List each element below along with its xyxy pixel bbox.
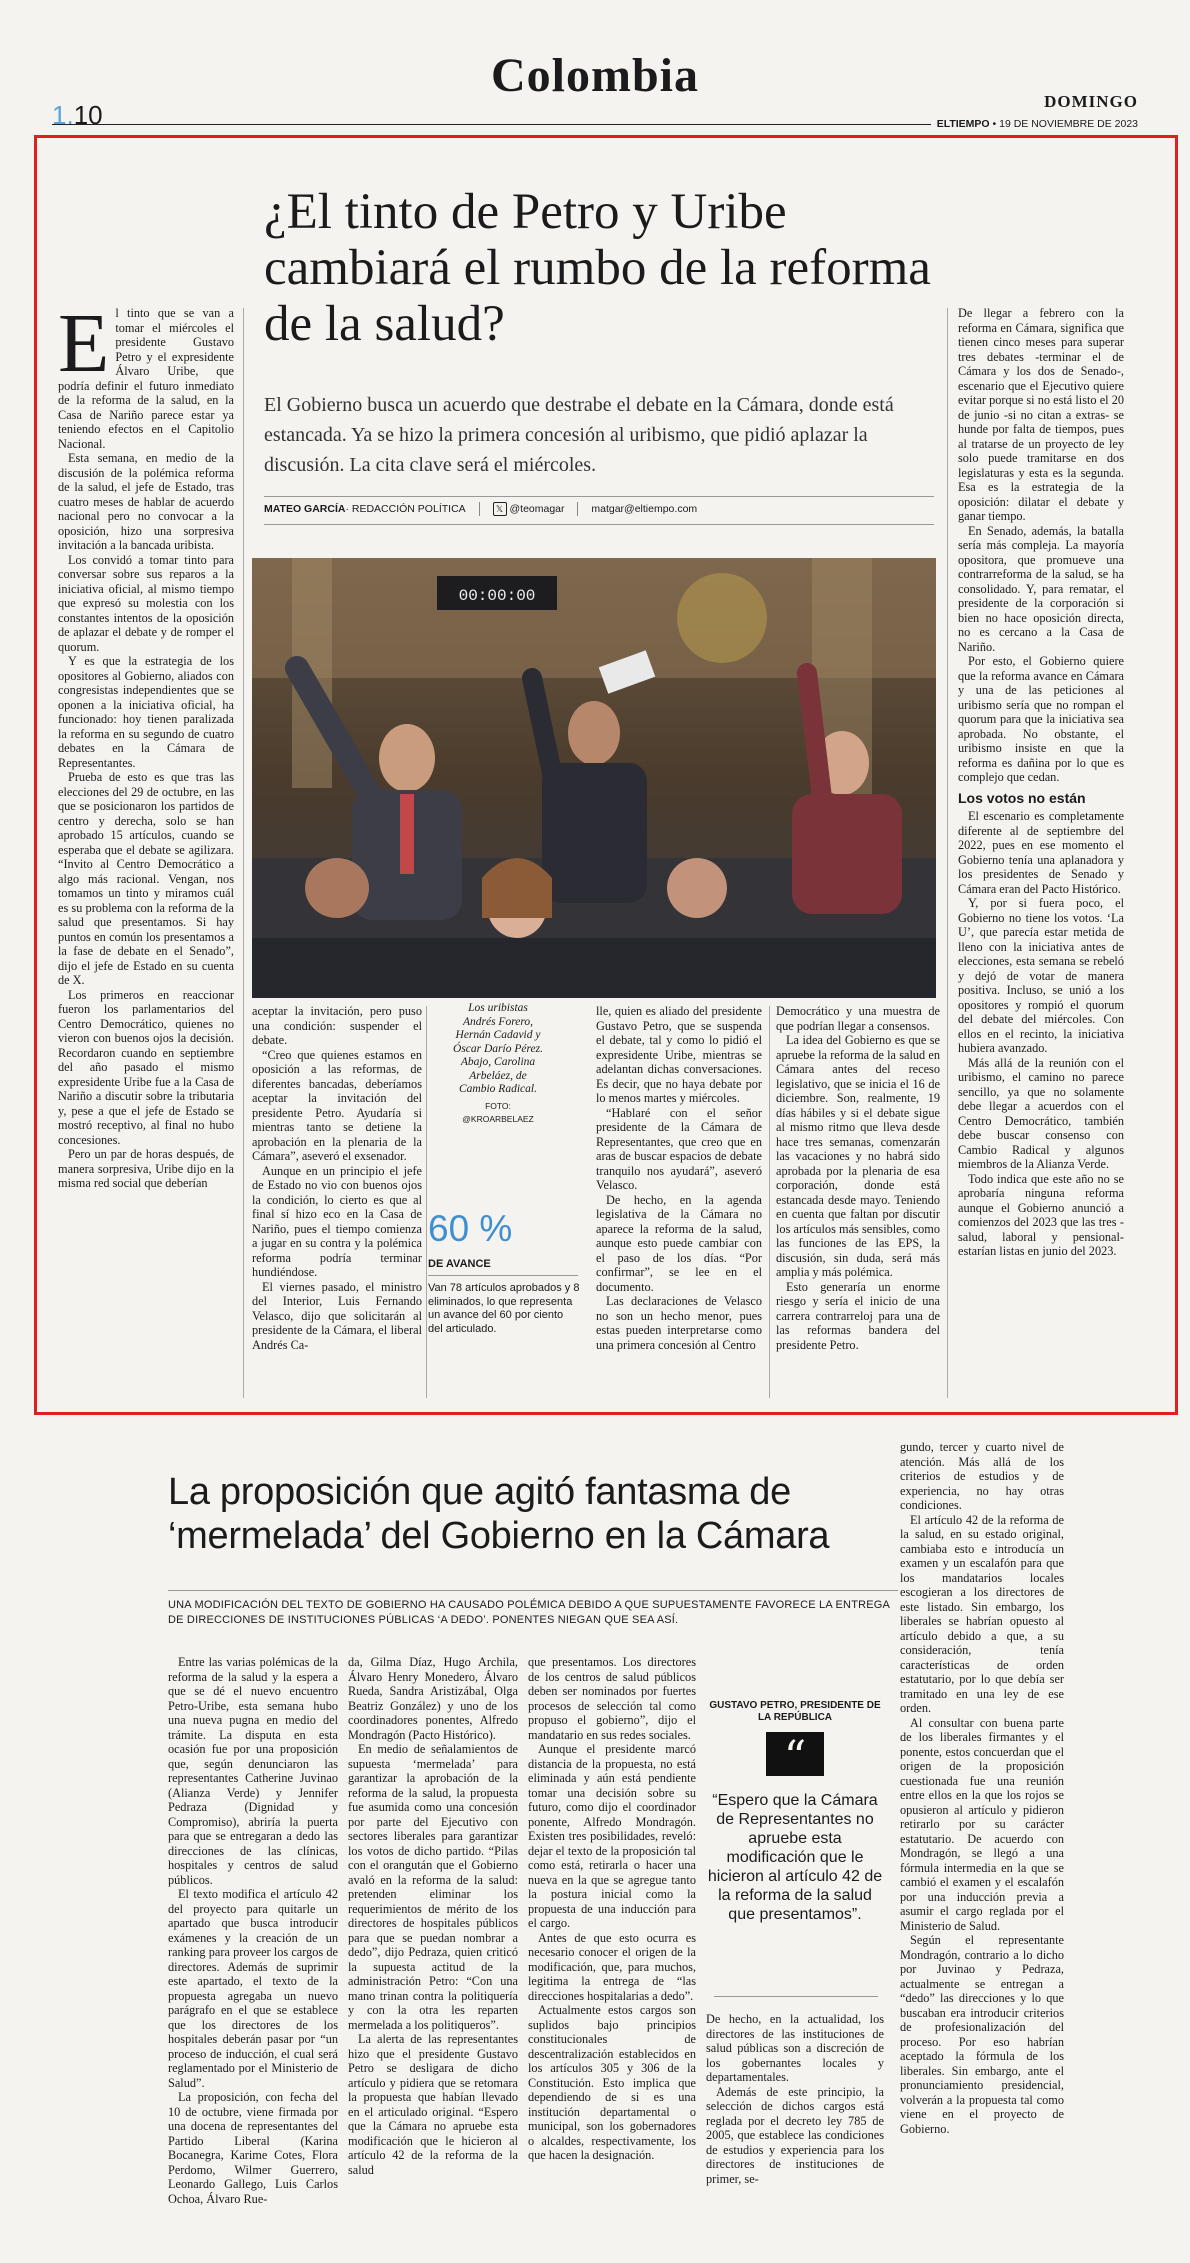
quote-speaker: GUSTAVO PETRO, PRESIDENTE DE LA REPÚBLICA	[709, 1700, 881, 1723]
byline-top-rule	[264, 496, 934, 497]
paragraph: lle, quien es aliado del presidente Gustavo Petro, que se suspenda el debate, tal y como lo pidió el expresidente Uribe, mientras se adelantan dichas conversaciones. Es decir, que no haya debate por lo menos martes y miércoles.	[596, 1004, 762, 1105]
quote-mark-icon	[766, 1732, 824, 1776]
paragraph: Más allá de la reunión con el uribismo, el camino no parece sencillo, ya que no solamente debe llegar a acuerdos con el Centro Democrático, también debe buscar consenso con Cambio Radical y algunos miembros de la Alianza Verde.	[958, 1055, 1124, 1171]
byline-unit: · REDACCIÓN POLÍTICA	[345, 503, 466, 515]
paragraph: Esta semana, en medio de la discusión de la polémica reforma de la salud, el jefe de Estado, tras cuatro meses de hablar de acuerdo nacional pero no convocar a la oposición, hizo una sorpresiva invitación a la bancada uribista.	[58, 451, 234, 552]
page-number	[52, 100, 103, 131]
quote-box	[705, 1700, 885, 1924]
paragraph: Y, por si fuera poco, el Gobierno no tiene los votos. ‘La U’, que parecía estar metida de lleno con la iniciativa antes de elecciones, esta semana se rebeló y dejó de votar de manera positiva. Incluso, se unió a los opositores y rompió el quorum del debate del miércoles. Con ellos en el recinto, la iniciativa hubiera avanzado.	[958, 896, 1124, 1055]
paragraph: que presentamos. Los directores de los centros de salud públicos deben ser nominados por fuertes procesos de selección tal como propuso el gobierno”, dijo el mandatario en sus redes sociales.	[528, 1655, 696, 1742]
paragraph: Actualmente estos cargos son suplidos bajo principios constitucionales de descentralización establecidos en los artículos 305 y 306 de la Constitución. Esto implica que dependiendo de si es una institución departamental o municipal, son los gobernadores o alcaldes, respectivamente, los que hacen la designación.	[528, 2003, 696, 2162]
stat-label: DE AVANCE	[428, 1258, 491, 1270]
paragraph: Todo indica que este año no se aprobaría ninguna reforma aunque el Gobierno anunció a comienzos del 2023 que las tres -salud, laboral y pensional- estarían listas en junio del 2023.	[958, 1171, 1124, 1258]
story2-deck: UNA MODIFICACIÓN DEL TEXTO DE GOBIERNO HA CAUSADO POLÉMICA DEBIDO A QUE SUPUESTAMENTE FAVORECE LA ENTREGA DE DIRECCIONES DE INSTITUCIONES PÚBLICAS ‘A DEDO’. PONENTES NIEGAN QUE SEA ASÍ.	[168, 1599, 890, 1626]
paragraph: Democrático y una muestra de que podrían llegar a consensos.	[776, 1004, 940, 1033]
story1-deck: El Gobierno busca un acuerdo que destrabe el debate en la Cámara, donde está estancada. Ya se hizo la primera concesión al uribismo, que pidió aplazar la discusión. La cita clave será el miércoles.	[264, 394, 894, 476]
column-divider	[947, 308, 948, 1398]
paragraph: Las declaraciones de Velasco no son un hecho menor, pues estas pueden interpretarse como una primera concesión al Centro	[596, 1294, 762, 1352]
paragraph: El artículo 42 de la reforma de la salud, en su estado original, cambiaba esto e introducía un examen y un escalafón para que los mandatarios locales escogieran a los directores de este listado. Sin embargo, los liberales se habrían opuesto al artículo debido a que, a su consideración, tenía características de orden estatutario, por lo que debía ser tramitado en una ley de ese orden.	[900, 1512, 1064, 1715]
stat-rule	[428, 1275, 578, 1276]
paragraph: Aunque el presidente marcó distancia de la propuesta, no está eliminada y aún está pendiente tomar una decisión sobre su futuro, como dijo el coordinador ponente, Alfredo Mondragón. Existen tres posibilidades, reveló: dejar el texto de la proposición tal como está, retirarla o hacer una nueva en la que se agregue tanto la postura inicial como la propuesta de una inducción para el cargo.	[528, 1742, 696, 1930]
column-divider	[243, 308, 244, 1398]
story2-col3	[528, 1655, 696, 2163]
paragraph: Entre las varias polémicas de la reforma de la salud y la espera a que se dé el nuevo encuentro Petro-Uribe, esta semana hubo una nueva pugna en medio del trámite. La disputa en esta ocasión fue por una proposición que, según denunciaron las representantes Catherine Juvinao (Alianza Verde) y Jennifer Pedraza (Dignidad y Compromiso), abriría la puerta para que se entregaran a dedo las direcciones de las clínicas, hospitales y centros de salud públicos.	[168, 1655, 338, 1887]
issue-date: 19 DE NOVIEMBRE DE 2023	[999, 118, 1138, 130]
paragraph: En Senado, además, la batalla sería más compleja. La mayoría opositora, que promueve una contrarreforma de la salud, se ha consolidado. Y, para rematar, el presidente de la corporación si bien no hace oposición directa, no es cercano a la Casa de Nariño.	[958, 523, 1124, 654]
column-divider	[426, 1006, 427, 1398]
story2-col2	[348, 1655, 518, 2177]
byline-separator	[577, 502, 578, 516]
story2-col4	[706, 2012, 884, 2186]
paragraph: El texto modifica el artículo 42 del proyecto para quitarle un apartado que busca introducir exámenes y la creación de un ranking para proveer los cargos de directores. Además de suprimir este apartado, el texto de la propuesta agregaba un nuevo parágrafo en el que se establece que los directores de los hospitales deberán pasar por “un proceso de inducción, el cual será reglamentado por el Ministerio de Salud”.	[168, 1887, 338, 2090]
paragraph: Esto generaría un enorme riesgo y sería el inicio de una carrera contrarreloj para una de las reformas bandera del presidente Petro.	[776, 1279, 940, 1352]
masthead-brand-date: ELTIEMPO • 19 DE NOVIEMBRE DE 2023	[931, 118, 1138, 130]
quote-rule	[714, 1996, 878, 1997]
byline-bottom-rule	[264, 524, 934, 525]
paragraph: da, Gilma Díaz, Hugo Archila, Álvaro Henry Monedero, Álvaro Rueda, Sandra Aristizábal, Olga Beatriz González) y uno de los coordinadores ponentes, Alfredo Mondragón (Pacto Histórico).	[348, 1655, 518, 1742]
story1-col1	[58, 297, 234, 1191]
clock-display: 00:00:00	[458, 587, 536, 605]
paragraph: Además de este principio, la selección de dichos cargos está reglada por el decreto ley 785 de 2005, que establece las condiciones de estudios y experiencia para los directores de instituciones de primer, se-	[706, 2084, 884, 2186]
paragraph: aceptar la invitación, pero puso una condición: suspender el debate.	[252, 1004, 422, 1047]
photo-illustration	[252, 558, 936, 998]
byline-author: MATEO GARCÍA	[264, 502, 346, 515]
stat-value: 60 %	[428, 1208, 513, 1249]
story2-col1	[168, 1655, 338, 2206]
paragraph: Aunque en un principio el jefe de Estado no vio con buenos ojos la condición, lo cierto es que al final sí hizo eco en la Casa de Nariño, pues el tiempo comienza a jugar en su contra y la polémica reforma podría terminar hundiéndose.	[252, 1163, 422, 1279]
photo-caption-text: Los uribistas Andrés Forero, Hernán Cadavid y Óscar Darío Pérez. Abajo, Carolina Arbeláez, de Cambio Radical.	[453, 1002, 543, 1095]
paragraph: Por esto, el Gobierno quiere que la reforma avance en Cámara y una de las peticiones al uribismo sería que no rompan el quorum para que la iniciativa sea aprobada. No obstante, el uribismo insiste en que la reforma es dañina por lo que es complejo que cedan.	[958, 654, 1124, 784]
dropcap: E	[58, 297, 110, 390]
paragraph: De hecho, en la agenda legislativa de la Cámara no aparece la reforma de la salud, aunque esto puede cambiar con el paso de los días. “Por confirmar”, se lee en el documento.	[596, 1192, 762, 1294]
paragraph: Prueba de esto es que tras las elecciones del 29 de octubre, en las que se posicionaron los partidos de centro y derecha, solo se han aprobado 15 artículos, cuando se esperaba que el debate se agilizara. “Invito al Centro Democrático a algo más racional. Vengan, nos tomamos un tinto y miramos cuál es su problema con la reforma de la salud que presentamos. Si hay puntos en común los presentamos a la fase de debate en el Senado”, dijo el jefe de Estado en su cuenta de X.	[58, 770, 234, 987]
story1-col6	[958, 306, 1124, 1259]
stat-description: Van 78 artículos aprobados y 8 eliminados, lo que representa un avance del 60 por ciento del articulado.	[428, 1282, 580, 1335]
paragraph: La proposición, con fecha del 10 de octubre, viene firmada por una docena de representantes del Partido Liberal (Karina Bocanegra, Karime Cotes, Flora Perdomo, Wilmer Guerrero, Leonardo Gallego, Luis Carlos Ochoa, Álvaro Rue-	[168, 2090, 338, 2206]
paragraph: La alerta de las representantes hizo que el presidente Gustavo Petro se desligara de dicho artículo y pidiera que se retomara la propuesta que habían llevado en el articulado original. “Espero que la Cámara no apruebe esta modificación que le hicieron al artículo 42 de la reforma de la salud	[348, 2032, 518, 2177]
quote-text: “Espero que la Cámara de Representantes no apruebe esta modificación que le hicieron al artículo 42 de la reforma de la salud que presentamos”.	[707, 1792, 883, 1923]
paragraph: Los primeros en reaccionar fueron los parlamentarios del Centro Democrático, quienes no vieron con buenos ojos la decisión. Recordaron cuando en septiembre del año pasado el mismo expresidente Uribe fue a la Casa de Nariño a discutir sobre la tributaria y, pese a que el jefe de Estado se mostró receptivo, al final no hubo concesiones.	[58, 987, 234, 1147]
photo-caption	[452, 1002, 544, 1127]
page-number-value: 10	[73, 100, 103, 130]
paragraph: El viernes pasado, el ministro del Interior, Luis Fernando Velasco, dijo que solicitarán al presidente de la Cámara, el liberal Andrés Ca-	[252, 1279, 422, 1352]
x-logo-icon: 𝕏	[493, 502, 507, 516]
story2-headline: La proposición que agitó fantasma de ‘mermelada’ del Gobierno en la Cámara	[168, 1471, 830, 1557]
paragraph: En medio de señalamientos de supuesta ‘mermelada’ para garantizar la aprobación de la reforma de la salud, la propuesta fue asumida como una concesión por parte del Ejecutivo con sectores liberales para garantizar los votos de dicho partido. “Pilas con el orangután que el Gobierno avaló en la reforma de la salud: pretenden eliminar los requerimientos de mérito de los directores de hospitales públicos para que se puedan nombrar a dedo”, dijo Pedraza, quien criticó la supuesta actitud de la administración Petro: “Con una mano trinan contra la politiquería y con la otra les reparten mermelada a los politiqueros”.	[348, 1742, 518, 2032]
paragraph: l tinto que se van a tomar el miércoles el presidente Gustavo Petro y el expresidente Álvaro Uribe, que podría definir el futuro inmediato de la reforma de la salud, en la Casa de Nariño parece estar ya teniendo efectos en el Capitolio Nacional.	[58, 306, 234, 451]
paragraph: gundo, tercer y cuarto nivel de atención. Más allá de los criterios de estudios y de experiencia, no hay otras condiciones.	[900, 1440, 1064, 1512]
byline-row	[264, 502, 934, 516]
paragraph: El escenario es completamente diferente al de septiembre del 2022, pues en ese momento el Gobierno tenía una aplanadora y los presidentes de Senado y Cámara eran del Pacto Histórico.	[958, 809, 1124, 896]
paragraph: Y es que la estrategia de los opositores al Gobierno, aliados con congresistas independientes que se oponen a la iniciativa oficial, ha funcionado: hoy tienen paralizada la reforma en su segundo de cuatro debates en la Cámara de Representantes.	[58, 654, 234, 770]
story2-col5	[900, 1440, 1064, 2136]
subhead-votos: Los votos no están	[958, 789, 1086, 806]
paragraph: La idea del Gobierno es que se apruebe la reforma de la salud en Cámara antes del receso legislativo, que se inicia el 16 de diciembre. Son, realmente, 19 días hábiles y si el debate sigue al mismo ritmo que lleva desde hace tres semanas, comenzarán las vacaciones y no habrá sido aprobada por la plenaria de esa corporación, donde está estancada desde mayo. Teniendo en cuenta que faltan por discutir los artículos más sensibles, como las funciones de las EPS, la discusión, sin duda, será más amplia y más polémica.	[776, 1033, 940, 1279]
column-divider	[769, 1006, 770, 1398]
paragraph: “Hablaré con el señor presidente de la Cámara de Representantes, que creo que en aras de buscar espacios de debate tranquilo nos ayudará”, aseveró Velasco.	[596, 1105, 762, 1192]
story1-col4	[596, 1004, 762, 1352]
svg-text:“: “	[783, 1732, 807, 1776]
section-title: Colombia	[490, 49, 699, 102]
paragraph: “Creo que quienes estamos en oposición a las reformas, de diferentes bancadas, deberíamos aceptar la invitación del presidente Petro. Ayudaría si mientras tanto se detiene la aprobación en la plenaria de la Cámara”, aseveró el exsenador.	[252, 1047, 422, 1163]
paragraph: Antes de que esto ocurra es necesario conocer el origen de la modificación, que, para muchos, legitima la entrega de “las direcciones hospitalarias a dedo”.	[528, 1930, 696, 2003]
story1-headline: ¿El tinto de Petro y Uribe cambiará el rumbo de la reforma de la salud?	[264, 184, 931, 352]
byline-email[interactable]: matgar@eltiempo.com	[591, 503, 698, 515]
story1-col5	[776, 1004, 940, 1352]
page-number-prefix: 1.	[52, 100, 74, 130]
byline-handle[interactable]: @teomagar	[509, 503, 565, 515]
plenary-photo	[252, 558, 936, 998]
story1-col2	[252, 1004, 422, 1352]
paragraph: Pero un par de horas después, de manera sorpresiva, Uribe dijo en la misma red social que deberían	[58, 1147, 234, 1190]
paragraph: De hecho, en la actualidad, los directores de las instituciones de salud públicas son a discreción de los gobernantes locales y departamentales.	[706, 2012, 884, 2084]
page-day: DOMINGO	[1044, 92, 1138, 111]
photo-credit: FOTO: @KROARBELAEZ	[462, 1100, 534, 1124]
byline-separator	[479, 502, 480, 516]
paragraph: Al consultar con buena parte de los liberales firmantes y el ponente, estos concuerdan que el origen de la proposición cuestionada fue una reunión entre ellos en la que los rojos se opusieron al artículo y pidieron retirarlo por su carácter estatutario. De acuerdo con Mondragón, se llegó a una fórmula intermedia en la que se cambió el examen y el escalafón por una inducción previa a asumir el cargo reglada por el Ministerio de Salud.	[900, 1715, 1064, 1933]
paragraph: De llegar a febrero con la reforma en Cámara, significa que tienen cinco meses para superar tres debates -terminar el de Cámara y los dos de Senado-, escenario que el Ejecutivo quiere evitar porque si no está listo el 20 de junio -si no citan a extras- se hunde por falta de tiempos, pues al tratarse de un proyecto de ley solo puede tramitarse en dos legislaturas y esta es la segunda. Esa es la estrategia de la oposición: dilatar el debate y ganar tiempo.	[958, 306, 1124, 523]
story2-rule	[168, 1590, 898, 1591]
brand-name: ELTIEMPO	[936, 118, 990, 130]
paragraph: Según el representante Mondragón, contrario a lo dicho por Juvinao y Pedraza, actualmente se entregan a “dedo” las direcciones y lo que buscaban era introducir criterios de profesionalización del proceso. Por eso habrían aceptado la fórmula de los liberales. Sin embargo, ante el pronunciamiento presidencial, volverán a la propuesta tal como viene en el proyecto de Gobierno.	[900, 1933, 1064, 2136]
paragraph: Los convidó a tomar tinto para conversar sobre sus reparos a la iniciativa oficial, al mismo tiempo que expresó su molestia con los constantes intentos de la oposición de aplazar el debate y de romper el quorum.	[58, 552, 234, 654]
